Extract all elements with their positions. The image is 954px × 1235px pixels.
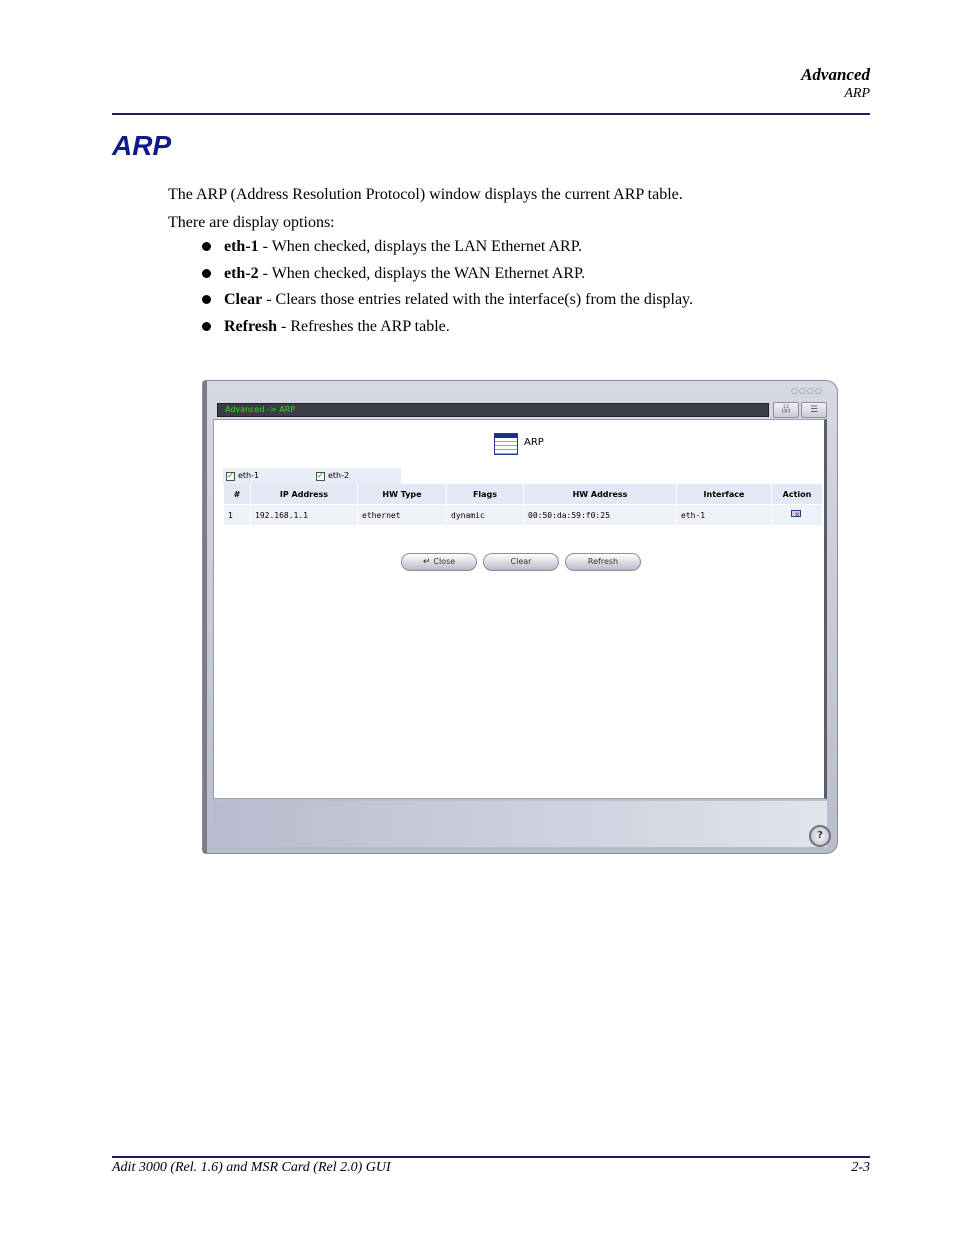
list-item <box>200 264 693 291</box>
window-content <box>213 419 827 799</box>
cell-interface: eth-1 <box>677 505 772 526</box>
window-footer <box>213 801 827 847</box>
delete-entry-icon[interactable] <box>791 509 803 520</box>
options-list <box>200 237 693 343</box>
col-hw-address: HW Address <box>524 484 677 505</box>
page-title: ARP <box>112 130 172 161</box>
window-titlebar: Advanced -> ARP <box>217 403 769 417</box>
bullet-term: Refresh <box>224 317 278 335</box>
close-button[interactable] <box>401 553 477 571</box>
drag-grip-icon[interactable]: ○○○○ <box>791 386 823 395</box>
list-item <box>200 290 693 317</box>
arp-window-screenshot <box>202 380 838 854</box>
app-title: ARP <box>524 437 544 448</box>
bullet-term: eth-2 <box>224 264 259 282</box>
clear-button[interactable]: Clear <box>483 553 559 571</box>
checkbox-label: eth-2 <box>328 471 350 480</box>
eth1-checkbox[interactable] <box>226 469 259 483</box>
list-item <box>200 237 693 264</box>
cell-hw-type: ethernet <box>358 505 447 526</box>
table-header-row <box>224 484 823 505</box>
bullet-icon <box>202 322 211 331</box>
col-interface: Interface <box>677 484 772 505</box>
col-flags: Flags <box>447 484 524 505</box>
header-rule <box>112 113 870 115</box>
checkbox-label: eth-1 <box>238 471 260 480</box>
footer-product: Adit 3000 (Rel. 1.6) and MSR Card (Rel 2.0) GUI <box>112 1160 391 1175</box>
running-header <box>801 65 870 103</box>
bullet-text: - When checked, displays the LAN Ethernet ARP. <box>258 238 582 255</box>
arp-table <box>223 484 822 525</box>
refresh-button[interactable]: Refresh <box>565 553 641 571</box>
cell-num: 1 <box>224 505 251 526</box>
bullet-text: - Refreshes the ARP table. <box>277 317 450 335</box>
bullet-term: Clear <box>224 291 263 308</box>
close-button-label: Close <box>433 557 456 566</box>
network-icon[interactable]: 品 <box>773 402 799 418</box>
arp-table-icon <box>494 433 518 455</box>
bullet-icon <box>202 242 211 251</box>
bullet-icon <box>202 269 211 278</box>
col-action: Action <box>772 484 823 505</box>
menu-icon[interactable]: ☰ <box>801 402 827 418</box>
cell-flags: dynamic <box>447 505 524 526</box>
bullet-text: - Clears those entries related with the interface(s) from the display. <box>262 291 694 308</box>
bullet-text: - When checked, displays the WAN Ethernet ARP. <box>258 264 586 282</box>
header-section: Advanced <box>801 65 870 84</box>
checkbox-checked-icon[interactable]: ✓ <box>227 470 234 480</box>
page-number: 2-3 <box>851 1160 870 1175</box>
help-icon[interactable]: ? <box>809 825 831 847</box>
col-num: # <box>224 484 251 505</box>
bullet-icon <box>202 295 211 304</box>
return-arrow-icon: ↵ <box>422 557 431 567</box>
interface-options <box>223 468 401 484</box>
bullet-term: eth-1 <box>224 238 259 255</box>
footer-rule <box>112 1156 870 1158</box>
window-left-edge <box>203 381 207 853</box>
cell-ip: 192.168.1.1 <box>251 505 358 526</box>
checkbox-checked-icon[interactable]: ✓ <box>317 470 324 480</box>
table-row <box>224 505 823 526</box>
header-subsection: ARP <box>844 86 870 101</box>
cell-action <box>772 505 823 526</box>
col-ip-address: IP Address <box>251 484 358 505</box>
col-hw-type: HW Type <box>358 484 447 505</box>
cell-hw-address: 00:50:da:59:f0:25 <box>524 505 677 526</box>
eth2-checkbox[interactable] <box>316 469 349 483</box>
intro-paragraph: The ARP (Address Resolution Protocol) window displays the current ARP table. <box>168 186 683 203</box>
options-paragraph: There are display options: <box>168 214 335 231</box>
list-item <box>200 317 693 344</box>
